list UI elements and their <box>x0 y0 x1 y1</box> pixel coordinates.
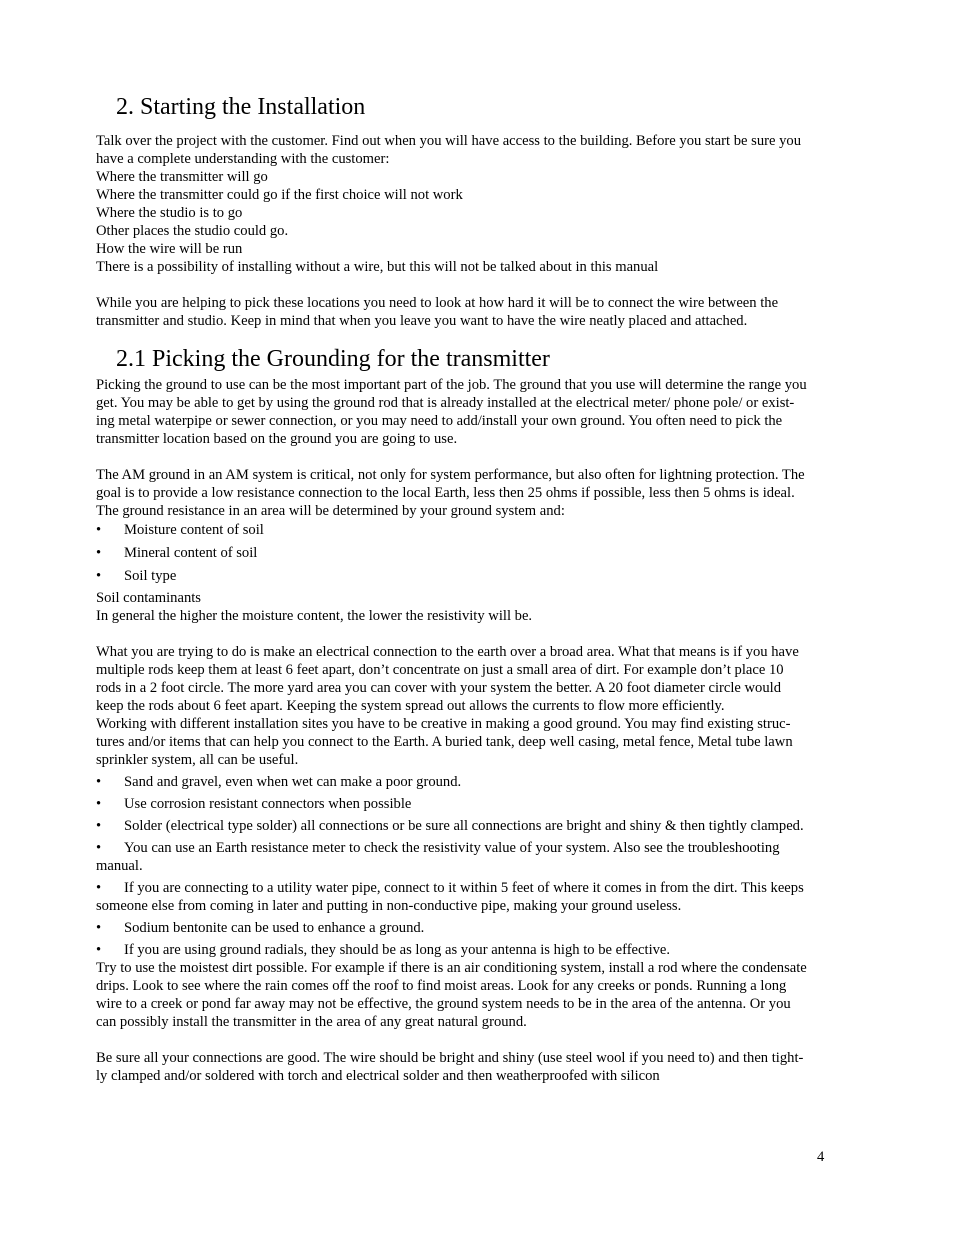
soil-note-paragraph <box>96 589 860 625</box>
text-line: The ground resistance in an area will be determined by your ground system and: <box>96 503 565 519</box>
list-item: • Moisture content of soil <box>96 522 264 538</box>
document-page <box>96 92 860 1085</box>
broad-area-paragraph <box>96 643 860 769</box>
am-ground-paragraph <box>96 466 860 520</box>
wire-paragraph <box>96 294 860 330</box>
text-line: transmitter location based on the ground you are going to use. <box>96 431 458 447</box>
text-line: tures and/or items that can help you connect to the Earth. A buried tank, deep well casing, metal fence, Metal tube lawn <box>96 734 793 750</box>
text-line: There is a possibility of installing without a wire, but this will not be talked about in this manual <box>96 259 659 275</box>
text-line: Be sure all your connections are good. The wire should be bright and shiny (use steel wool if you need to) and then tight- <box>96 1050 804 1066</box>
text-line: can possibly install the transmitter in the area of any great natural ground. <box>96 1014 527 1030</box>
bullet-icon: • <box>96 920 102 936</box>
bullet-icon: • <box>96 818 102 834</box>
list-item: • If you are using ground radials, they should be as long as your antenna is high to be effective. <box>96 942 671 958</box>
text-line: How the wire will be run <box>96 241 243 257</box>
bullet-icon: • <box>96 880 102 896</box>
text-line: drips. Look to see where the rain comes off the roof to find moist areas. Look for any creeks or ponds. Running a long <box>96 978 787 994</box>
text-line: Where the transmitter could go if the first choice will not work <box>96 187 463 203</box>
intro-paragraph <box>96 132 860 276</box>
text-line: What you are trying to do is make an electrical connection to the earth over a broad area. What that means is if you have <box>96 644 799 660</box>
bullet-icon: • <box>96 840 102 856</box>
text-line: Other places the studio could go. <box>96 223 289 239</box>
bullet-icon: • <box>96 568 102 584</box>
section-heading-starting-installation: 2. Starting the Installation <box>116 94 366 120</box>
text-line: While you are helping to pick these locations you need to look at how hard it will be to connect the wire between the <box>96 295 779 311</box>
list-item: • Solder (electrical type solder) all connections or be sure all connections are bright and shiny & then tightly clamped. <box>96 818 804 834</box>
text-line: wire to a creek or pond far away may not be effective, the ground system needs to be in the area of the antenna. Or you <box>96 996 791 1012</box>
list-item: • Use corrosion resistant connectors when possible <box>96 796 412 812</box>
moist-dirt-paragraph <box>96 959 860 1031</box>
text-line: sprinkler system, all can be useful. <box>96 752 299 768</box>
text-line: Where the transmitter will go <box>96 169 268 185</box>
bullet-icon: • <box>96 522 102 538</box>
text-line: Working with different installation sites you have to be creative in making a good ground. You may find existing struc- <box>96 716 791 732</box>
text-line: Where the studio is to go <box>96 205 243 221</box>
soil-factors-list <box>96 520 860 589</box>
text-line: Soil contaminants <box>96 590 201 606</box>
text-line: have a complete understanding with the customer: <box>96 151 390 167</box>
text-line: goal is to provide a low resistance connection to the local Earth, less then 25 ohms if possible, less then 5 ohms is ideal. <box>96 485 795 501</box>
text-line: ly clamped and/or soldered with torch and electrical solder and then weatherproofed with silicon <box>96 1068 660 1084</box>
text-line: In general the higher the moisture content, the lower the resistivity will be. <box>96 608 533 624</box>
list-item: • You can use an Earth resistance meter to check the resistivity value of your system. Also see the troubleshooting manual. <box>96 840 780 874</box>
page-number: 4 <box>817 1149 825 1165</box>
text-line: Talk over the project with the customer. Find out when you will have access to the building. Before you start be sure you <box>96 133 801 149</box>
list-item: • Sodium bentonite can be used to enhance a ground. <box>96 920 425 936</box>
text-line: keep the rods about 6 feet apart. Keeping the system spread out allows the currents to flow more efficiently. <box>96 698 725 714</box>
text-line: ing metal waterpipe or sewer connection, or you may need to add/install your own ground. You often need to pick the <box>96 413 783 429</box>
text-line: transmitter and studio. Keep in mind that when you leave you want to have the wire neatly placed and attached. <box>96 313 748 329</box>
bullet-icon: • <box>96 942 102 958</box>
section-heading-grounding: 2.1 Picking the Grounding for the transmitter <box>116 346 550 372</box>
bullet-icon: • <box>96 545 102 561</box>
list-item: • Soil type <box>96 568 177 584</box>
text-line: Try to use the moistest dirt possible. For example if there is an air conditioning system, install a rod where the condensate <box>96 960 807 976</box>
ground-tips-list <box>96 773 860 959</box>
bullet-icon: • <box>96 796 102 812</box>
text-line: The AM ground in an AM system is critical, not only for system performance, but also often for lightning protection. The <box>96 467 805 483</box>
text-line: get. You may be able to get by using the ground rod that is already installed at the electrical meter/ phone pole/ or exist- <box>96 395 795 411</box>
connections-paragraph <box>96 1049 860 1085</box>
text-line: multiple rods keep them at least 6 feet apart, don’t concentrate on just a small area of dirt. For example don’t place 10 <box>96 662 784 678</box>
list-item: • Mineral content of soil <box>96 545 258 561</box>
bullet-icon: • <box>96 774 102 790</box>
list-item: • Sand and gravel, even when wet can make a poor ground. <box>96 774 462 790</box>
text-line: rods in a 2 foot circle. The more yard area you can cover with your system the better. A 20 foot diameter circle would <box>96 680 782 696</box>
text-line: Picking the ground to use can be the most important part of the job. The ground that you use will determine the range you <box>96 377 807 393</box>
ground-intro-paragraph <box>96 376 860 448</box>
list-item: • If you are connecting to a utility water pipe, connect to it within 5 feet of where it comes in from the dirt. This keeps someone else from coming in later and putting in non-conductive pipe, making your ground useless. <box>96 880 804 914</box>
